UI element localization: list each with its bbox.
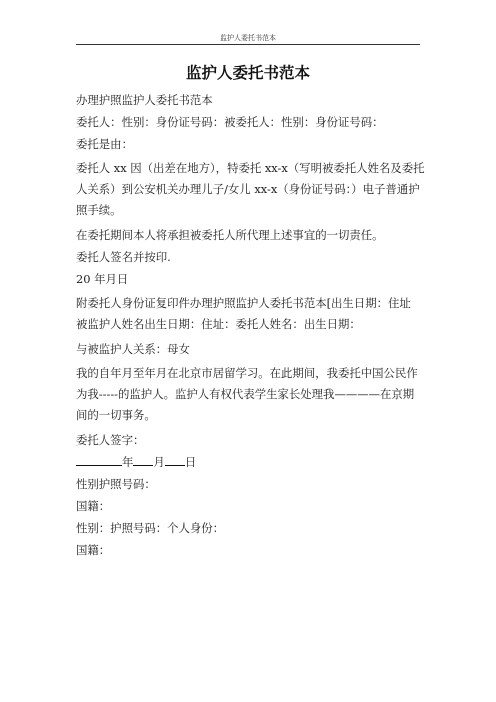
guardian-paragraph — [76, 363, 422, 426]
parties-line: 委托人：性别：身份证号码：被委托人：性别：身份证号码： — [76, 115, 384, 129]
paragraph-line: 间的一切事务。 — [76, 408, 156, 422]
month-label: 月 — [153, 455, 165, 469]
relationship-line: 与被监护人关系：母女 — [76, 342, 190, 356]
attachment-paragraph — [76, 293, 422, 335]
nationality-line: 国籍： — [76, 543, 111, 557]
nationality-line: 国籍： — [76, 499, 111, 513]
paragraph-line: 照手续。 — [76, 203, 122, 217]
year-label: 年 — [122, 455, 134, 469]
reason-label: 委托是由： — [76, 137, 133, 151]
month-blank — [133, 454, 153, 466]
paragraph-line: 人关系）到公安机关办理儿子/女儿 xx-x（身份证号码：）电子普通护 — [76, 182, 420, 196]
paragraph-line: 委托人 xx 因（出差在地方），特委托 xx-x（写明被委托人姓名及委托 — [76, 161, 425, 175]
responsibility-line: 在委托期间本人将承担被委托人所代理上述事宜的一切责任。 — [76, 228, 384, 242]
signature-instruction: 委托人签名并按印. — [76, 250, 171, 264]
document-body — [76, 92, 425, 564]
gender-passport-line: 性别护照号码： — [76, 477, 156, 491]
year-blank — [76, 454, 122, 466]
signer-label: 委托人签字： — [76, 433, 145, 447]
running-title: 监护人委托书范本 — [220, 34, 276, 42]
day-blank — [165, 454, 185, 466]
day-label: 日 — [184, 455, 197, 469]
paragraph-line: 我的自年月至年月在北京市居留学习。在此期间，我委托中国公民作 — [76, 366, 418, 380]
subtitle-line: 办理护照监护人委托书范本 — [76, 93, 213, 107]
signature-date-row — [76, 454, 422, 470]
document-title: 监护人委托书范本 — [185, 64, 310, 82]
paragraph-line: 被监护人姓名出生日期：住址：委托人姓名：出生日期： — [76, 317, 361, 331]
gender-passport-identity-line: 性别：护照号码：个人身份： — [76, 521, 225, 535]
page-header — [76, 0, 420, 45]
entrust-paragraph — [76, 158, 425, 221]
paragraph-line: 为我-----的监护人。监护人有权代表学生家长处理我————在京期 — [76, 387, 415, 401]
paragraph-line: 附委托人身份证复印件办理护照监护人委托书范本[出生日期：住址 — [76, 296, 411, 310]
date-line: 20 年月日 — [76, 272, 129, 286]
